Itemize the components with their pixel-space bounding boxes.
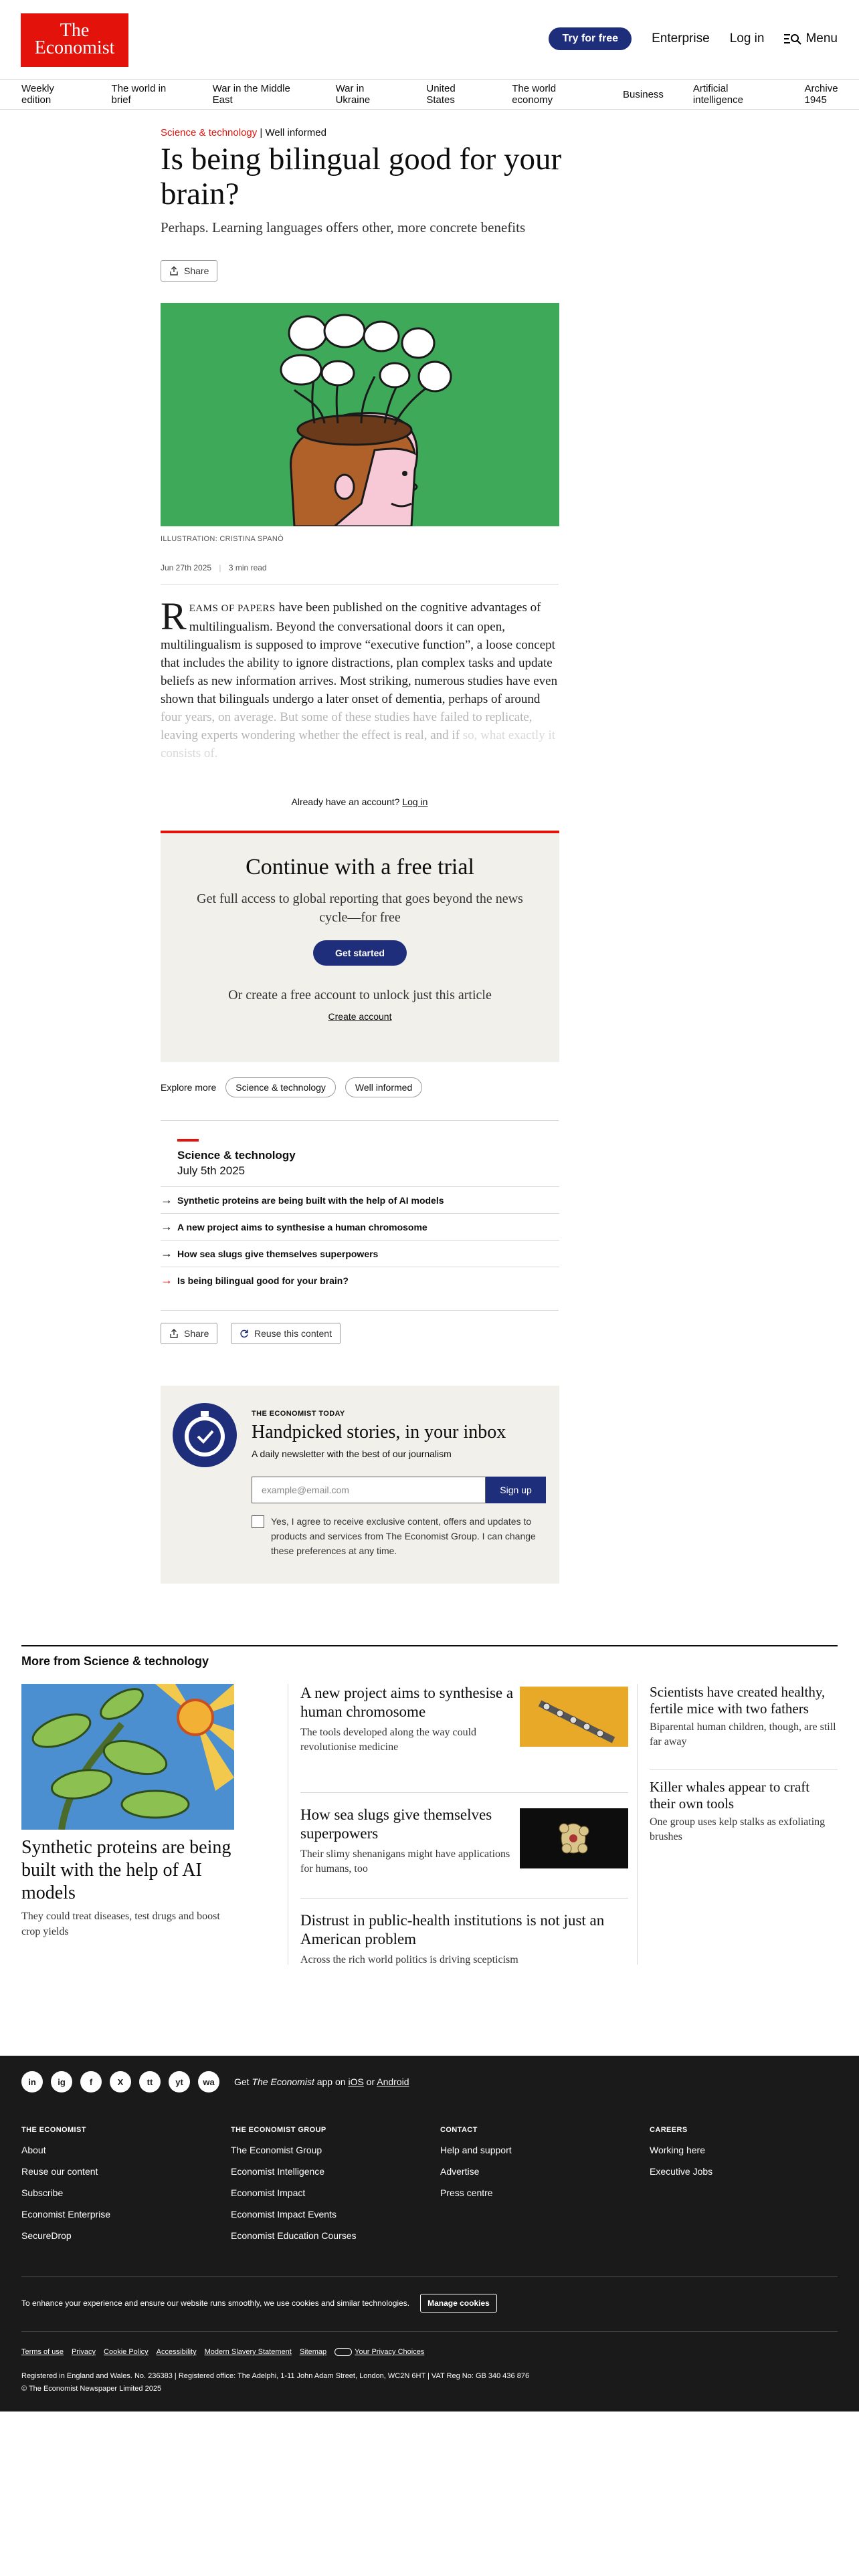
- footer-link[interactable]: Press centre: [440, 2187, 493, 2198]
- share-button[interactable]: [161, 260, 217, 282]
- story-card[interactable]: [300, 1911, 628, 1967]
- story-thumbnail: [520, 1687, 628, 1747]
- legal-link[interactable]: Your Privacy Choices: [355, 2348, 425, 2356]
- cookie-notice: [21, 2294, 497, 2313]
- related-item-label: Synthetic proteins are being built with the help of AI models: [177, 1194, 444, 1206]
- body-text-faded: four years, on average. But some of these studies have failed to replicate, leaving experts wondering whether the effect is real, and if: [161, 710, 533, 742]
- ios-link[interactable]: iOS: [348, 2076, 364, 2087]
- related-divider: [161, 1310, 559, 1311]
- related-accent-bar: [177, 1139, 199, 1142]
- article-subtitle: Perhaps. Learning languages offers other, more concrete benefits: [161, 219, 526, 235]
- whatsapp-icon[interactable]: wa: [198, 2071, 219, 2092]
- related-item[interactable]: [161, 1240, 559, 1267]
- story-summary: Biparental human children, though, are still far away: [650, 1721, 836, 1747]
- legal-link[interactable]: Privacy: [71, 2348, 96, 2356]
- nav-war-middle-east[interactable]: War in the Middle East: [212, 83, 290, 106]
- footer-link[interactable]: Economist Education Courses: [231, 2230, 357, 2241]
- share-label: Share: [184, 265, 209, 276]
- newsletter-kicker: THE ECONOMIST TODAY: [252, 1410, 345, 1418]
- smallcaps-lead: EAMS OF PAPERS: [189, 603, 276, 614]
- story-headline: A new project aims to synthesise a human chromosome: [300, 1685, 514, 1720]
- share-icon: [169, 1329, 179, 1338]
- explore-chip-well-informed[interactable]: Well informed: [345, 1077, 422, 1097]
- trial-title: Continue with a free trial: [246, 855, 474, 879]
- privacy-toggle-icon: [335, 2348, 352, 2356]
- search-menu-icon: [784, 33, 801, 45]
- body-text: have been published on the cognitive advantages of multilingualism. Beyond the conversational doors it can open, multilingualism is supposed to improve “executive function”, a loose concept that includes the ability to ignore distractions, plan complex tasks and update beliefs as new information arrives. Most striking, numerous studies have even shown that bilinguals undergo a later onset of dementia, perhaps of around: [161, 601, 558, 706]
- explore-more: [161, 1077, 422, 1098]
- story-thumbnail: [520, 1808, 628, 1868]
- story-divider: [300, 1792, 628, 1793]
- story-summary: They could treat diseases, test drugs and boost crop yields: [21, 1911, 220, 1937]
- login-prompt-text: Already have an account?: [291, 796, 400, 807]
- consent-text: Yes, I agree to receive exclusive content, offers and updates to products and services from The Economist Group. I can change these preferences at any time.: [271, 1516, 536, 1556]
- related-date: July 5th 2025: [177, 1164, 246, 1177]
- footer-link[interactable]: Economist Enterprise: [21, 2209, 111, 2220]
- reuse-label: Reuse this content: [254, 1328, 332, 1339]
- story-card[interactable]: [300, 1684, 628, 1755]
- nav-war-ukraine[interactable]: War in Ukraine: [335, 83, 371, 106]
- legal-links: [21, 2348, 424, 2356]
- footer-column-title: THE ECONOMIST GROUP: [231, 2126, 326, 2134]
- related-header: [177, 1148, 559, 1178]
- get-started-button[interactable]: Get started: [313, 940, 407, 966]
- footer-column-title: CONTACT: [440, 2126, 478, 2134]
- refresh-icon: [240, 1329, 249, 1338]
- logo-line-2: Economist: [34, 37, 115, 58]
- masthead: [0, 0, 859, 79]
- image-caption: ILLUSTRATION: CRISTINA SPANÒ: [161, 535, 284, 543]
- more-divider: [21, 1645, 838, 1646]
- footer-link[interactable]: Economist Impact: [231, 2187, 306, 2198]
- linkedin-icon[interactable]: in: [21, 2071, 43, 2092]
- free-account-text: Or create a free account to unlock just this article: [228, 988, 492, 1002]
- login-prompt-link[interactable]: Log in: [402, 796, 428, 807]
- legal-link[interactable]: Sitemap: [299, 2348, 327, 2356]
- legal-link[interactable]: Accessibility: [156, 2348, 197, 2356]
- explore-label: Explore more: [161, 1082, 217, 1093]
- story-headline: How sea slugs give themselves superpowers: [300, 1806, 492, 1842]
- story-summary: Their slimy shenanigans might have applications for humans, too: [300, 1848, 510, 1874]
- subsection-link[interactable]: Well informed: [265, 127, 326, 138]
- related-section: Science & technology: [177, 1149, 296, 1162]
- story-summary: Across the rich world politics is driving scepticism: [300, 1954, 518, 1965]
- story-card[interactable]: [650, 1779, 838, 1844]
- legal-link[interactable]: Terms of use: [21, 2348, 64, 2356]
- consent-checkbox[interactable]: [252, 1515, 264, 1528]
- explore-chip-science[interactable]: Science & technology: [225, 1077, 336, 1097]
- footer-link[interactable]: Help and support: [440, 2145, 512, 2155]
- privacy-choices[interactable]: [335, 2348, 424, 2356]
- story-headline: Synthetic proteins are being built with the help of AI models: [21, 1837, 231, 1903]
- registered-text: Registered in England and Wales. No. 236383 | Registered office: The Adelphi, 1-11 John Adam Street, London, WC2N 6HT | VAT Reg No: GB 340 436 876: [21, 2372, 530, 2380]
- cookie-text: To enhance your experience and ensure our website runs smoothly, we use cookies and similar technologies.: [21, 2298, 410, 2308]
- footer-column-title: THE ECONOMIST: [21, 2126, 86, 2134]
- footer-link[interactable]: Executive Jobs: [650, 2166, 713, 2177]
- related-item[interactable]: [161, 1186, 559, 1213]
- registration-info: [21, 2370, 529, 2395]
- more-title: More from Science & technology: [21, 1654, 209, 1668]
- related-item-label: How sea slugs give themselves superpowers: [177, 1248, 379, 1259]
- manage-cookies-button[interactable]: Manage cookies: [420, 2294, 497, 2313]
- app-promo: [234, 2076, 409, 2087]
- arrow-right-icon: →: [161, 1273, 173, 1287]
- x-icon[interactable]: X: [110, 2071, 131, 2092]
- sign-up-button[interactable]: Sign up: [486, 1477, 546, 1503]
- app-mid: app on: [314, 2076, 349, 2087]
- story-card[interactable]: [650, 1684, 838, 1749]
- share-label: Share: [184, 1328, 209, 1339]
- trial-text: Get full access to global reporting that goes beyond the news cycle—for free: [197, 891, 523, 925]
- nav-world-economy[interactable]: The world economy: [512, 83, 557, 106]
- primary-nav: [0, 79, 859, 110]
- login-prompt: [161, 796, 559, 807]
- column-divider: [637, 1684, 638, 1965]
- footer-column-economist: [21, 2126, 209, 2252]
- related-item-current[interactable]: [161, 1267, 559, 1293]
- newsletter-subtitle: A daily newsletter with the best of our journalism: [252, 1448, 452, 1459]
- enterprise-link[interactable]: Enterprise: [652, 31, 710, 45]
- reuse-content-button[interactable]: [231, 1323, 341, 1344]
- hero-illustration: [161, 303, 559, 526]
- footer-link[interactable]: The Economist Group: [231, 2145, 322, 2155]
- try-for-free-button[interactable]: Try for free: [549, 27, 632, 50]
- create-account-link[interactable]: Create account: [328, 1011, 392, 1022]
- body-text-faded-end: so, what exactly it consists of.: [161, 728, 556, 760]
- logo-line-1: The: [60, 20, 90, 41]
- read-time: 3 min read: [228, 563, 267, 572]
- footer-link[interactable]: Advertise: [440, 2166, 480, 2177]
- nav-world-in-brief[interactable]: The world in brief: [111, 83, 167, 106]
- related-item[interactable]: [161, 1213, 559, 1240]
- share-button-bottom[interactable]: [161, 1323, 217, 1344]
- free-trial-box: [161, 831, 559, 1062]
- footer-column-careers: [650, 2126, 837, 2187]
- nav-artificial-intelligence[interactable]: Artificial intelligence: [692, 83, 743, 106]
- story-card[interactable]: [300, 1806, 628, 1876]
- instagram-icon[interactable]: ig: [51, 2071, 72, 2092]
- app-or: or: [363, 2076, 377, 2087]
- nav-business[interactable]: Business: [623, 88, 664, 100]
- newsletter-box: [161, 1386, 559, 1584]
- footer-link[interactable]: Subscribe: [21, 2187, 64, 2198]
- article-title: Is being bilingual good for your brain?: [161, 142, 562, 211]
- email-field[interactable]: example@email.com: [252, 1477, 486, 1503]
- menu-button[interactable]: [784, 31, 838, 46]
- footer-link[interactable]: SecureDrop: [21, 2230, 72, 2241]
- article-body: [161, 595, 559, 762]
- footer-link[interactable]: Economist Impact Events: [231, 2209, 337, 2220]
- login-link[interactable]: Log in: [729, 31, 765, 45]
- site-footer: [0, 2056, 859, 2411]
- tiktok-icon[interactable]: tt: [139, 2071, 161, 2092]
- facebook-icon[interactable]: f: [80, 2071, 102, 2092]
- story-headline: Scientists have created healthy, fertile mice with two fathers: [650, 1684, 826, 1717]
- newsletter-title: Handpicked stories, in your inbox: [252, 1422, 506, 1442]
- app-prefix: Get: [234, 2076, 252, 2087]
- social-links: [21, 2071, 409, 2092]
- arrow-right-icon: →: [161, 1193, 173, 1206]
- nav-archive-1945[interactable]: Archive 1945: [804, 83, 838, 106]
- clock-icon: [173, 1403, 237, 1467]
- nav-united-states[interactable]: United States: [426, 83, 456, 106]
- related-item-label: A new project aims to synthesise a human chromosome: [177, 1221, 427, 1232]
- story-headline: Killer whales appear to craft their own tools: [650, 1779, 810, 1812]
- dateline: Jun 27th 2025 | 3 min read: [161, 563, 267, 572]
- legal-link[interactable]: Cookie Policy: [104, 2348, 149, 2356]
- footer-link[interactable]: Economist Intelligence: [231, 2166, 325, 2177]
- copyright-text: © The Economist Newspaper Limited 2025: [21, 2385, 162, 2393]
- footer-link[interactable]: Reuse our content: [21, 2166, 98, 2177]
- app-name: The Economist: [252, 2076, 314, 2087]
- related-item-label: Is being bilingual good for your brain?: [177, 1275, 349, 1286]
- arrow-right-icon: →: [161, 1220, 173, 1233]
- economist-logo[interactable]: [21, 13, 128, 67]
- footer-divider: [21, 2276, 838, 2277]
- story-headline: Distrust in public-health institutions is not just an American problem: [300, 1912, 605, 1947]
- footer-link[interactable]: Working here: [650, 2145, 706, 2155]
- story-summary: The tools developed along the way could revolutionise medicine: [300, 1727, 477, 1753]
- legal-link[interactable]: Modern Slavery Statement: [204, 2348, 292, 2356]
- footer-divider: [21, 2331, 838, 2332]
- footer-column-title: CAREERS: [650, 2126, 688, 2134]
- article-kicker: Science & technology | Well informed: [161, 127, 326, 138]
- story-divider: [300, 1898, 628, 1899]
- footer-column-group: [231, 2126, 418, 2252]
- explore-divider: [161, 1120, 559, 1121]
- nav-weekly-edition[interactable]: Weekly edition: [21, 83, 54, 106]
- menu-label: Menu: [805, 31, 838, 45]
- footer-column-contact: [440, 2126, 628, 2209]
- drop-cap: R: [161, 595, 187, 638]
- story-card-large[interactable]: [21, 1684, 234, 1939]
- publish-date: Jun 27th 2025: [161, 563, 212, 572]
- section-link[interactable]: Science & technology: [161, 127, 258, 138]
- story-summary: One group uses kelp stalks as exfoliating brushes: [650, 1816, 826, 1842]
- youtube-icon[interactable]: yt: [169, 2071, 190, 2092]
- arrow-right-icon: →: [161, 1247, 173, 1260]
- footer-link[interactable]: About: [21, 2145, 46, 2155]
- story-image: [21, 1684, 234, 1830]
- android-link[interactable]: Android: [377, 2076, 409, 2087]
- share-icon: [169, 266, 179, 276]
